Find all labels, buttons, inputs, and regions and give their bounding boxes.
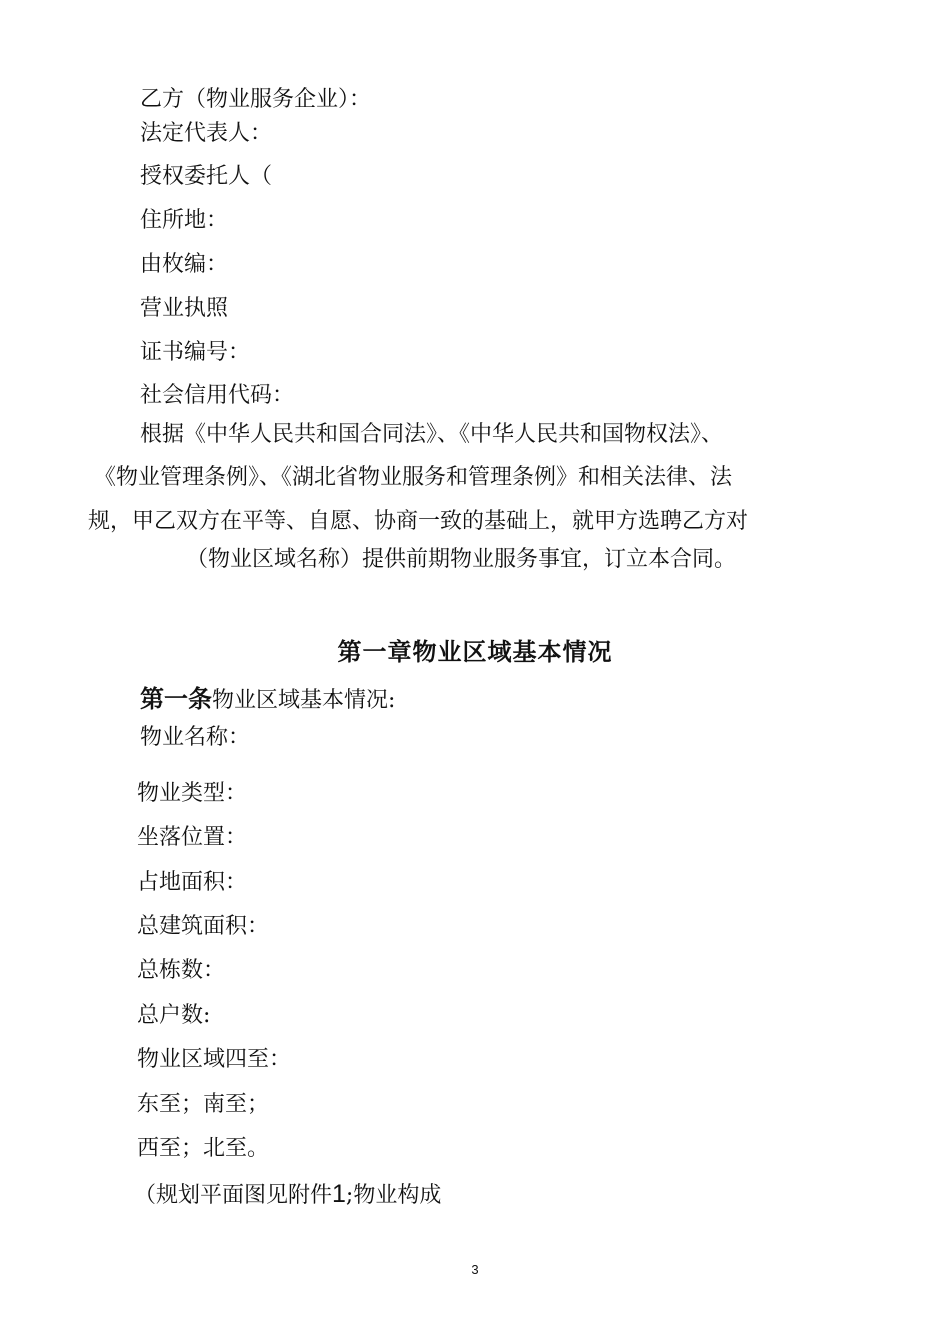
party-b-authorized: 授权委托人（	[140, 164, 273, 189]
plan-note-prefix: （规划平面图见附件	[134, 1183, 333, 1208]
plan-note-suffix: ;物业构成	[345, 1183, 442, 1208]
property-name: 物业名称：	[140, 725, 251, 750]
party-b-address: 住所地：	[140, 208, 229, 233]
property-type: 物业类型：	[137, 781, 248, 806]
total-floor-area: 总建筑面积：	[137, 914, 270, 939]
preamble-line-4: （物业区域名称）提供前期物业服务事宜，订立本合同。	[186, 547, 737, 572]
article-1-number: 第一条	[140, 685, 212, 713]
plan-note	[134, 1180, 441, 1210]
party-b-title: 乙方（物业服务企业）：	[140, 87, 372, 112]
property-boundaries: 物业区域四至：	[137, 1047, 292, 1072]
article-1-text: 物业区域基本情况:	[212, 688, 396, 713]
party-b-postcode: 由枚编：	[140, 252, 229, 277]
household-count: 总户数:	[137, 1003, 211, 1028]
property-location: 坐落位置：	[137, 825, 248, 850]
preamble-line-3: 规，甲乙双方在平等、自愿、协商一致的基础上，就甲方选聘乙方对	[88, 509, 749, 534]
land-area: 占地面积：	[137, 870, 248, 895]
boundary-west-north: 西至；北至。	[137, 1136, 270, 1161]
boundary-east-south: 东至；南至；	[137, 1092, 270, 1117]
page-number: 3	[471, 1262, 479, 1277]
preamble-line-2: 《物业管理条例》、《湖北省物业服务和管理条例》和相关法律、法	[94, 465, 733, 490]
party-b-legal-rep: 法定代表人：	[140, 121, 273, 146]
building-count: 总栋数：	[137, 958, 226, 983]
party-b-credit-code: 社会信用代码：	[140, 383, 295, 408]
party-b-cert-no: 证书编号：	[140, 340, 251, 365]
article-1-heading	[140, 684, 395, 716]
chapter-title: 第一章物业区域基本情况	[337, 638, 613, 666]
preamble-line-1: 根据《中华人民共和国合同法》、《中华人民共和国物权法》、	[140, 422, 724, 447]
party-b-license: 营业执照	[140, 296, 229, 321]
plan-note-number: 1	[332, 1180, 346, 1208]
